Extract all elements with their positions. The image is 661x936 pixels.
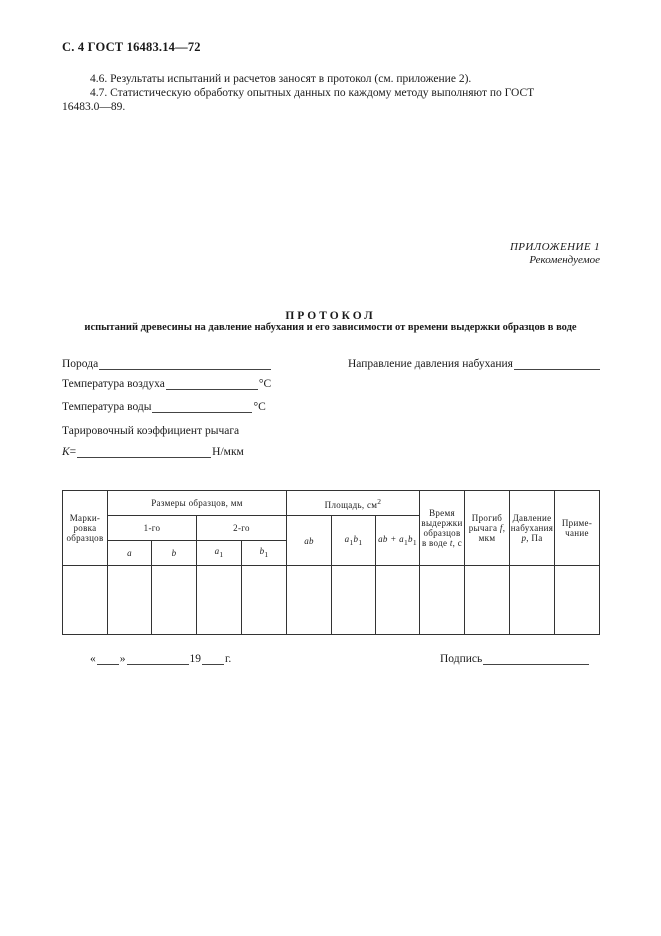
table-cell[interactable] (420, 566, 465, 635)
header-deflection-unit: мкм (478, 533, 496, 543)
field-water-temp-label: Температура воды (62, 401, 152, 413)
appendix-subtitle: Рекомендуемое (529, 254, 600, 266)
table-cell[interactable] (287, 566, 332, 635)
paragraph-4-6: 4.6. Результаты испытаний и расчетов заносят в протокол (см. приложение 2). (90, 73, 472, 85)
header-time-label: Время выдержки образцов в воде (421, 508, 463, 548)
field-calib-label: Тарировочный коэффициент рычага (62, 425, 240, 437)
table-cell[interactable] (510, 566, 555, 635)
date-day-line[interactable] (97, 653, 119, 665)
table-cell[interactable] (465, 566, 510, 635)
field-poroda-line[interactable] (99, 358, 271, 370)
date-year-suffix: г. (225, 653, 232, 665)
header-deflection-var: f (499, 523, 503, 533)
date-quote-close: » (119, 653, 126, 665)
signature-field-line[interactable] (483, 653, 589, 665)
table-row (63, 566, 600, 635)
date-year-line[interactable] (202, 653, 224, 665)
signature-line (440, 653, 590, 665)
field-poroda (62, 358, 272, 370)
table-cell[interactable] (108, 566, 152, 635)
date-year-prefix: 19 (189, 653, 201, 665)
header-pressure-var: p (521, 533, 527, 543)
field-air-temp-line[interactable] (166, 378, 258, 390)
appendix-title: ПРИЛОЖЕНИЕ 1 (509, 241, 600, 253)
header-a1: $a_1$ (197, 541, 242, 566)
table-cell[interactable] (63, 566, 108, 635)
field-air-temp-unit: °C (258, 378, 272, 390)
header-ab: ab (287, 516, 332, 566)
header-b: b (152, 541, 197, 566)
table-cell[interactable] (152, 566, 197, 635)
field-k-line[interactable] (77, 446, 211, 458)
protocol-subtitle: испытаний древесины на давление набухания и его зависимости от времени выдержки образцов в воде (84, 322, 577, 333)
signature-label: Подпись (440, 653, 483, 665)
field-air-temp (62, 378, 271, 390)
field-poroda-label: Порода (62, 358, 99, 370)
header-time: Время выдержки образцов в воде t, с (420, 491, 465, 566)
date-line (90, 653, 231, 665)
header-area (287, 491, 420, 516)
date-month-line[interactable] (127, 653, 189, 665)
header-time-unit: с (457, 538, 463, 548)
paragraph-4-7-cont: 16483.0—89. (62, 101, 126, 113)
header-deflection: Прогиб рычага f, мкм (465, 491, 510, 566)
table-cell[interactable] (197, 566, 242, 635)
field-direction (348, 358, 601, 370)
header-marking: Марки-ровка образцов (63, 491, 108, 566)
field-k-var: K (62, 446, 70, 458)
header-sum: ab + $a_1b_1$ (376, 516, 420, 566)
table-cell[interactable] (332, 566, 376, 635)
header-b1: $b_1$ (242, 541, 287, 566)
field-k-eq: = (69, 446, 77, 458)
header-pressure-unit: Па (531, 533, 543, 543)
date-quote-open: « (90, 653, 96, 665)
field-air-temp-label: Температура воздуха (62, 378, 165, 390)
header-pressure: Давление набухания p, Па (510, 491, 555, 566)
field-water-temp (62, 401, 266, 413)
protocol-title: ПРОТОКОЛ (285, 310, 376, 322)
header-sizes: Размеры образцов, мм (108, 491, 287, 516)
header-area-label: Площадь, см (324, 499, 378, 510)
header-a1b1: $a_1b_1$ (332, 516, 376, 566)
header-area-sup: 2 (377, 496, 382, 506)
field-k (62, 446, 244, 458)
field-water-temp-line[interactable] (152, 401, 252, 413)
paragraph-4-7: 4.7. Статистическую обработку опытных данных по каждому методу выполняют по ГОСТ (90, 87, 535, 99)
header-pressure-label: Давление набухания (510, 513, 554, 533)
header-deflection-label: Прогиб рычага (468, 513, 503, 533)
appendix-block (510, 241, 600, 267)
results-table (62, 490, 600, 635)
header-second: 2-го (197, 516, 287, 541)
field-direction-label: Направление давления набухания (348, 358, 513, 370)
page-header: С. 4 ГОСТ 16483.14—72 (62, 40, 201, 54)
table-cell[interactable] (242, 566, 287, 635)
header-a: a (108, 541, 152, 566)
field-k-unit: Н/мкм (212, 446, 244, 458)
header-time-var: t (449, 538, 453, 548)
table-cell[interactable] (555, 566, 600, 635)
header-note: Приме-чание (555, 491, 600, 566)
field-direction-line[interactable] (514, 358, 600, 370)
header-first: 1-го (108, 516, 197, 541)
field-calib (62, 425, 239, 437)
table-cell[interactable] (376, 566, 420, 635)
field-water-temp-unit: °C (253, 401, 266, 413)
